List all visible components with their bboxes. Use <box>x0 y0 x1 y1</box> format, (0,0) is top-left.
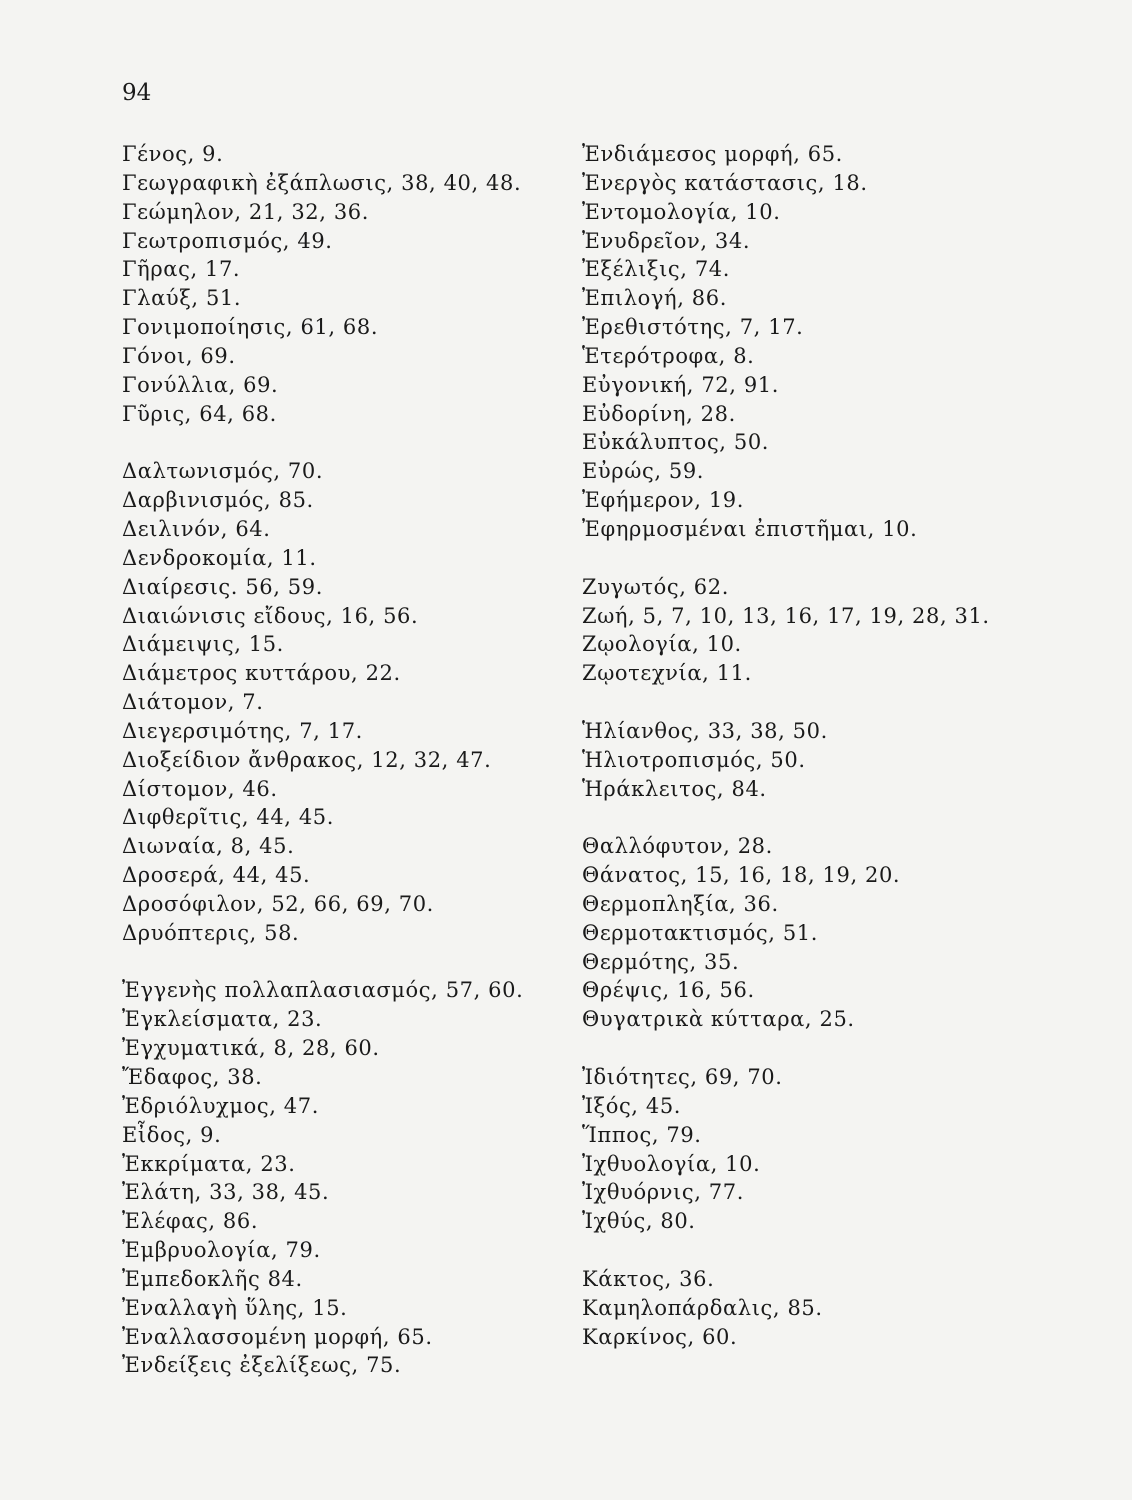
index-entry: Ἐντομολογία, 10. <box>582 199 781 224</box>
index-entry: Ἰχθυόρνις, 77. <box>582 1180 744 1205</box>
index-entry: Ἐμβρυολογία, 79. <box>122 1238 321 1263</box>
group-spacer <box>582 1034 1102 1063</box>
index-entry: Διάμειψις, 15. <box>122 632 284 657</box>
index-entry: Καμηλοπάρδαλις, 85. <box>582 1295 823 1320</box>
group-spacer <box>582 688 1102 717</box>
index-entry: Θερμότης, 35. <box>582 949 740 974</box>
index-entry: Κάκτος, 36. <box>582 1266 715 1291</box>
index-entry: Ἰχθύς, 80. <box>582 1209 696 1234</box>
index-entry: Ἰξός, 45. <box>582 1093 682 1118</box>
index-entry: Γονύλλια, 69. <box>122 372 279 397</box>
index-entry: Εὐδορίνη, 28. <box>582 401 736 426</box>
index-entry: Ἐφήμερον, 19. <box>582 488 745 513</box>
index-entry: Ἡλίανθος, 33, 38, 50. <box>582 718 828 743</box>
index-entry: Γλαύξ, 51. <box>122 286 242 311</box>
index-entry: Ἐλάτη, 33, 38, 45. <box>122 1180 330 1205</box>
index-entry: Ἡλιοτροπισμός, 50. <box>582 747 806 772</box>
index-entry: Θάνατος, 15, 16, 18, 19, 20. <box>582 863 901 888</box>
index-entry: Γένος, 9. <box>122 142 224 166</box>
index-entry: Δενδροκομία, 11. <box>122 545 317 570</box>
index-entry: Γεωγραφικὴ ἐξάπλωσις, 38, 40, 48. <box>122 170 522 195</box>
index-entry: Ἵππος, 79. <box>582 1122 702 1147</box>
index-column-left <box>122 140 562 1380</box>
index-entry: Εὐγονική, 72, 91. <box>582 372 780 397</box>
index-entry: Ἐξέλιξις, 74. <box>582 257 731 282</box>
group-spacer <box>122 948 562 977</box>
index-entry: Θερμοπληξία, 36. <box>582 891 779 916</box>
index-entry: Γεώμηλον, 21, 32, 36. <box>122 199 370 224</box>
index-entry: Ἐνυδρεῖον, 34. <box>582 228 751 253</box>
index-entry: Διαιώνισις εἴδους, 16, 56. <box>122 603 419 628</box>
index-entry: Διάμετρος κυττάρου, 22. <box>122 661 401 686</box>
index-entry: Ζῳολογία, 10. <box>582 632 742 657</box>
index-entry: Ἐνδείξεις ἐξελίξεως, 75. <box>122 1353 402 1378</box>
index-entry: Ἡράκλειτος, 84. <box>582 776 767 801</box>
index-entry: Θρέψις, 16, 56. <box>582 978 755 1003</box>
group-spacer <box>582 1236 1102 1265</box>
index-entry: Δαρβινισμός, 85. <box>122 488 314 513</box>
index-entry: Ἐπιλογή, 86. <box>582 286 727 311</box>
index-entry: Εὐκάλυπτος, 50. <box>582 430 770 455</box>
index-entry: Διωναία, 8, 45. <box>122 834 295 859</box>
index-entry: Διφθερῖτις, 44, 45. <box>122 805 335 830</box>
index-entry: Ἑτερότροφα, 8. <box>582 343 755 368</box>
index-entry: Διάτομον, 7. <box>122 690 264 715</box>
index-entry: Ἐμπεδοκλῆς 84. <box>122 1266 303 1291</box>
index-entry: Θερμοτακτισμός, 51. <box>582 920 819 945</box>
index-entry: Ἐνδιάμεσος μορφή, 65. <box>582 142 843 166</box>
index-entry: Ζυγωτός, 62. <box>582 574 730 599</box>
index-entry: Ἐγκλείσματα, 23. <box>122 1007 323 1032</box>
index-entry: Ἐναλλαγὴ ὕλης, 15. <box>122 1295 348 1320</box>
index-entry: Εὐρώς, 59. <box>582 459 705 484</box>
group-spacer <box>582 544 1102 573</box>
index-entry: Ἐλέφας, 86. <box>122 1209 259 1234</box>
index-entry: Ἐγχυματικά, 8, 28, 60. <box>122 1036 380 1061</box>
index-entry: Ἐρεθιστότης, 7, 17. <box>582 315 804 340</box>
index-entry: Γεωτροπισμός, 49. <box>122 228 333 253</box>
index-entry: Ζῳοτεχνία, 11. <box>582 661 752 686</box>
index-entry: Διαίρεσις. 56, 59. <box>122 574 323 599</box>
index-entry: Καρκίνος, 60. <box>582 1324 738 1349</box>
index-entry: Γῆρας, 17. <box>122 257 241 282</box>
index-entry: Γόνοι, 69. <box>122 343 236 368</box>
group-spacer <box>582 803 1102 832</box>
group-spacer <box>122 428 562 457</box>
index-entry: Γονιμοποίησις, 61, 68. <box>122 315 379 340</box>
index-entry: Ἐφηρμοσμέναι ἐπιστῆμαι, 10. <box>582 516 918 541</box>
index-entry: Ἐγγενὴς πολλαπλασιασμός, 57, 60. <box>122 978 524 1003</box>
index-column-right <box>582 140 1102 1351</box>
index-entry: Δροσόφιλον, 52, 66, 69, 70. <box>122 891 434 916</box>
index-entry: Ἰχθυολογία, 10. <box>582 1151 761 1176</box>
index-entry: Διοξείδιον ἄνθρακος, 12, 32, 47. <box>122 747 492 772</box>
index-entry: Δροσερά, 44, 45. <box>122 863 311 888</box>
index-entry: Ἐδριόλυχμος, 47. <box>122 1093 319 1118</box>
index-entry: Ἐναλλασσομένη μορφή, 65. <box>122 1324 433 1349</box>
index-entry: Δρυόπτερις, 58. <box>122 920 300 945</box>
index-entry: Ἔδαφος, 38. <box>122 1065 263 1089</box>
index-entry: Δειλινόν, 64. <box>122 516 271 541</box>
index-entry: Ἐκκρίματα, 23. <box>122 1151 296 1176</box>
index-entry: Ἐνεργὸς κατάστασις, 18. <box>582 170 868 195</box>
index-entry: Διεγερσιμότης, 7, 17. <box>122 718 363 743</box>
index-entry: Δαλτωνισμός, 70. <box>122 459 324 484</box>
index-entry: Εἶδος, 9. <box>122 1122 222 1147</box>
index-entry: Δίστομον, 46. <box>122 776 278 801</box>
page-number: 94 <box>122 80 152 106</box>
index-entry: Γῦρις, 64, 68. <box>122 401 277 426</box>
index-entry: Θυγατρικὰ κύτταρα, 25. <box>582 1007 855 1032</box>
index-entry: Θαλλόφυτον, 28. <box>582 834 773 859</box>
index-entry: Ἰδιότητες, 69, 70. <box>582 1065 783 1089</box>
index-entry: Ζωή, 5, 7, 10, 13, 16, 17, 19, 28, 31. <box>582 603 990 628</box>
